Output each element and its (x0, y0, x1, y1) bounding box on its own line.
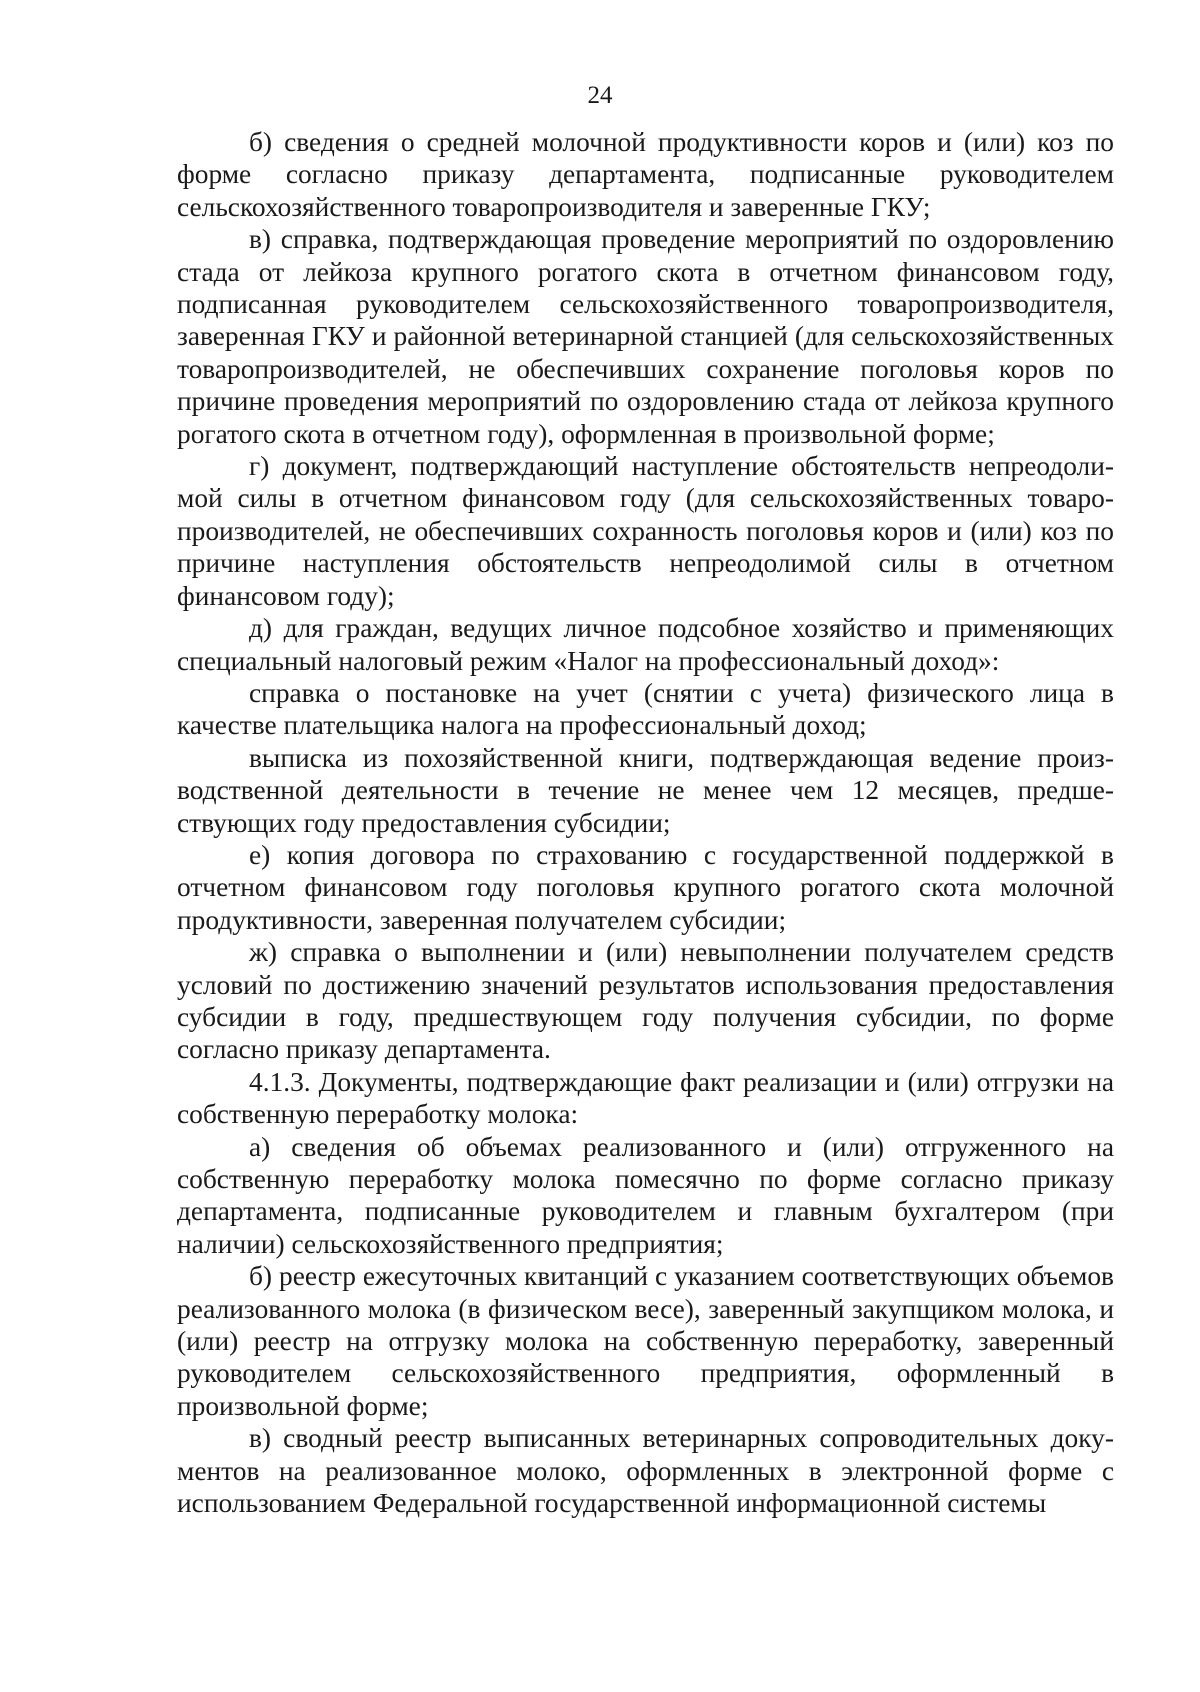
paragraph-e-insurance-contract: е) копия договора по страхованию с государственной поддержкой в отчетном финансовом году поголовья крупного рогатого скота молочной продуктивности, заверенная получателем субсидии; (177, 839, 1114, 935)
paragraph-v-veterinary-documents-register: в) сводный реестр выписанных ветеринарных сопроводительных документов на реализованное молоко, оформленных в электронной форме с использованием Федеральной государственной информационной системы (177, 1423, 1114, 1519)
paragraph-b-milk-productivity: б) сведения о средней молочной продуктивности коров и (или) коз по форме согласно приказу департамента, подписанные руководителем сельскохозяйственного товаропроизводителя и заверенные ГКУ; (177, 127, 1114, 222)
paragraph-b-daily-receipts-register: б) реестр ежесуточных квитанций с указанием соответствующих объемов реализованного молока (в физическом весе), заверенный закупщиком молока, и (или) реестр на отгрузку молока на собственную переработку, заверенный руководителем сельскохозяйственного предприятия, оформленный в произвольной форме; (177, 1261, 1114, 1421)
paragraph-a-sales-volumes: а) сведения об объемах реализованного и (или) отгруженного на собственную переработку молока помесячно по форме согласно приказу департамента, подписанные руководителем и главным бухгалтером (при наличии) сельскохозяйственного предприятия; (177, 1131, 1114, 1259)
paragraph-household-book-extract: выписка из похозяйственной книги, подтверждающая ведение производственной деятельности в течение не менее чем 12 месяцев, предшествующих году предоставления субсидии; (177, 742, 1114, 838)
paragraph-d-personal-farm-citizens: д) для граждан, ведущих личное подсобное хозяйство и применяющих специальный налоговый режим «Налог на профессиональный доход»: (177, 613, 1114, 676)
paragraph-zh-results-certificate: ж) справка о выполнении и (или) невыполнении получателем средств условий по достижению значений результатов использования предоставления субсидии в году, предшествующем году получения субсидии, по форме согласно приказу департамента. (177, 937, 1114, 1065)
paragraph-4-1-3-heading: 4.1.3. Документы, подтверждающие факт реализации и (или) отгрузки на собственную переработку молока: (177, 1066, 1114, 1130)
page-number: 24 (587, 82, 613, 109)
paragraph-v-leukosis-certificate: в) справка, подтверждающая проведение мероприятий по оздоровлению стада от лейкоза крупного рогатого скота в отчетном финансовом году, подписанная руководителем сельскохозяйственного товаропроизводителя, заверенная ГКУ и районной ветеринарной станцией (для сельскохозяйственных товаропроизводителей, не обеспечивших сохранение поголовья коров по причине проведения мероприятий по оздоровлению стада от лейкоза крупного рогатого скота в отчетном году), оформленная в произвольной форме; (177, 224, 1114, 449)
paragraph-tax-registration-certificate: справка о постановке на учет (снятии с учета) физического лица в качестве плательщика налога на профессиональный доход; (177, 677, 1114, 741)
document-body (177, 126, 1114, 1519)
paragraph-g-force-majeure-document: г) документ, подтверждающий наступление обстоятельств непреодолимой силы в отчетном финансовом году (для сельскохозяйственных товаропроизводителей, не обеспечивших сохранность поголовья коров и (или) коз по причине наступления обстоятельств непреодолимой силы в отчетном финансовом году); (177, 451, 1114, 611)
